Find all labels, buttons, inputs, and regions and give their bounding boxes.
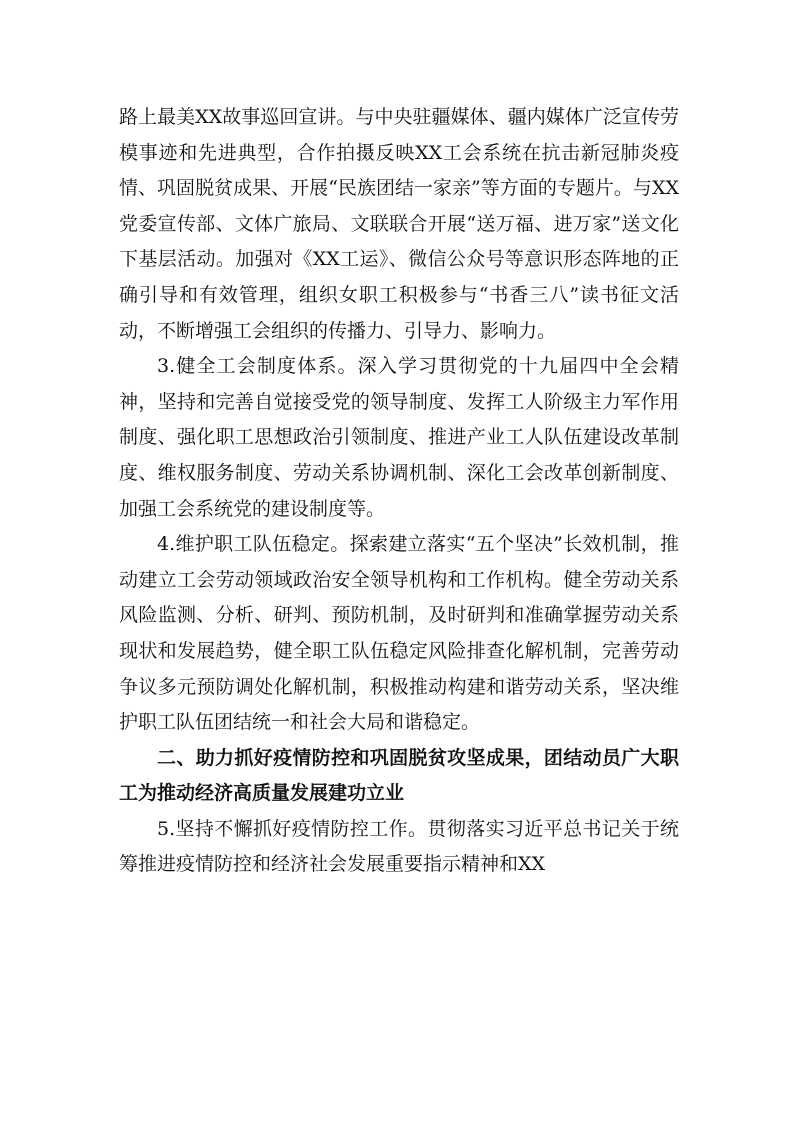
document-body xyxy=(119,100,679,883)
paragraph-continued: 路上最美XX故事巡回宣讲。与中央驻疆媒体、疆内媒体广泛宣传劳模事迹和先进典型，合作拍摄反映XX工会系统在抗击新冠肺炎疫情、巩固脱贫成果、开展“民族团结一家亲”等方面的专题片。与XX党委宣传部、文体广旅局、文联联合开展“送万福、进万家”送文化下基层活动。加强对《XX工运》、微信公众号等意识形态阵地的正确引导和有效管理，组织女职工积极参与“书香三八”读书征文活动，不断增强工会组织的传播力、引导力、影响力。 xyxy=(119,106,679,342)
paragraph-item-3: 3.健全工会制度体系。深入学习贯彻党的十九届四中全会精神，坚持和完善自觉接受党的领导制度、发挥工人阶级主力军作用制度、强化职工思想政治引领制度、推进产业工人队伍建设改革制度、维权服务制度、劳动关系协调机制、深化工会改革创新制度、加强工会系统党的建设制度等。 xyxy=(119,355,679,520)
section-heading: 二、助力抓好疫情防控和巩固脱贫攻坚成果，团结动员广大职工为推动经济高质量发展建功立业 xyxy=(119,746,679,805)
paragraph-item-5: 5.坚持不懈抓好疫情防控工作。贯彻落实习近平总书记关于统筹推进疫情防控和经济社会发展重要指示精神和XX xyxy=(119,817,679,876)
paragraph-item-4: 4.维护职工队伍稳定。探索建立落实“五个坚决”长效机制，推动建立工会劳动领域政治安全领导机构和工作机构。健全劳动关系风险监测、分析、研判、预防机制，及时研判和准确掌握劳动关系现状和发展趋势，健全职工队伍稳定风险排查化解机制，完善劳动争议多元预防调处化解机制，积极推动构建和谐劳动关系，坚决维护职工队伍团结统一和社会大局和谐稳定。 xyxy=(119,533,679,734)
